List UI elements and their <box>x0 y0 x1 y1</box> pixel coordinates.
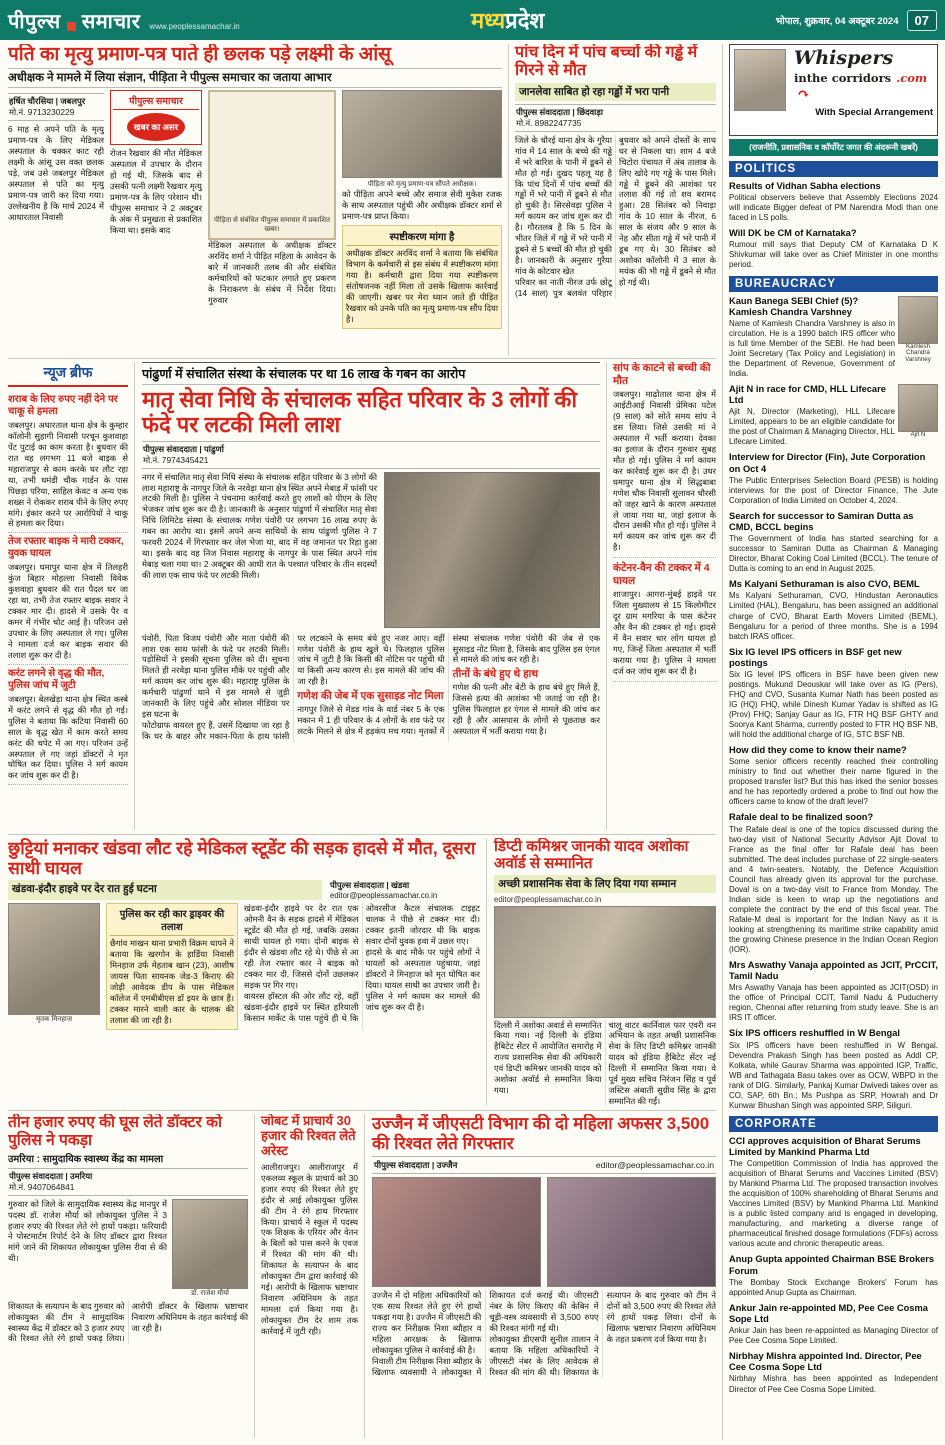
item-title: Rafale deal to be finalized soon? <box>729 812 874 823</box>
column-3 <box>208 90 336 318</box>
kicker-line: पांढुर्णा में संचालित संस्था के संचालक पर था 16 लाख के गबन का आरोप <box>142 362 600 385</box>
headline: तीन हजार रुपए की घूस लेते डॉक्टर को पुलिस ने पकड़ा <box>8 1114 223 1149</box>
article-columns <box>494 1020 716 1107</box>
item-body: The Rafale deal is one of the topics discussed during the two-day visit of National Security Advisor Ajit Doval to France as the final offer for Rafale deal has been submitted. The deal includes purchase of 22 single-seaters and 4 twin-seaters. Notably, the Defence Acquisition Council has already given its approval for the purchase. Doval is on a two-day visit to France from Monday. The Indian side is keen to wrap up the negotiations and complete the contract by the end of this fiscal year. The Rafale-M deal is important for the Indian Navy as it is looking at strengthening its maritime strike capability amid the growing Chinese presence in the Indian Ocean Region (IOR). <box>729 824 938 954</box>
arrest-photos-row <box>372 1177 716 1287</box>
portrait-photo-block <box>898 384 938 439</box>
body-text: दिल्ली में अशोका अवार्ड से सम्मानित किया गया। नई दिल्ली के इंडिया हैबिटेट सेंटर में आयोजित समारोह में राज्य प्रशासनिक सेवा की अधिकारी एवं डिप्टी कमिश्नर जानकी यादव को अशोका अवॉर्ड से सम्मानित किया गया। <box>494 1019 602 1096</box>
masthead <box>0 0 945 40</box>
whispers-box <box>729 44 938 136</box>
article-content <box>8 903 480 1030</box>
article-matru-seva-nidhi <box>134 362 600 830</box>
body-text: जिले के चौरई थाना क्षेत्र के गुरैया गांव में 14 साल के बच्चे की गड्ढे में भरे बारिश के पानी में डूबने से मौत हो गई। दुखद पहलू यह है कि पांच दिनों में पांच बच्चों की गड्ढों में भरे पानी में डूबने से मौत हो चुकी है। सिरसेवड़ा पुलिस ने मर्ग कायम कर जांच शुरू कर दी है। गौरतलब है कि 5 दिन के भीतर जिले में गड्ढे में भरे पानी में डूबने से 5 बच्चों की मौत हो चुकी है। जानकारी के अनुसार गुरैया गांव के कोटवार खेत <box>515 134 612 277</box>
bureaucracy-item <box>729 960 938 1023</box>
box-title: पुलिस कर रही कार ड्राइवर की तलाश <box>110 907 234 936</box>
politics-item <box>729 181 938 223</box>
reporter-name: पीपुल्स संवाददाता | खंडवा <box>330 880 410 891</box>
body-text: गुरुवार को जिले के सामुदायिक स्वास्थ्य केंद्र मानपुर में पदस्थ डॉ. राजेश मौर्या को लोकायुक्त पुलिस ने 3 हजार रुपए की रिश्वत लेते रंगे हाथों पकड़ा। फरियादी ने पोस्टमार्टम रिपोर्ट देने के लिए डॉक्टर द्वारा रिश्वत मांगे जाने की शिकायत लोकायुक्त पुलिस रीवा से की थी। <box>8 1198 167 1264</box>
logo-text-first: पीपुल्स <box>8 10 61 33</box>
item-title: Six IPS officers reshuffled in W Bengal <box>729 1028 900 1039</box>
brief-title: तेज रफ्तार बाइक ने मारी टक्कर, युवक घायल <box>8 536 124 560</box>
bureaucracy-item <box>729 647 938 741</box>
columnist-photo <box>734 49 786 111</box>
page-number: 07 <box>907 10 937 31</box>
body-text: नगर में संचालित मातृ सेवा निधि संस्था के संचालक सहित परिवार के 3 लोगों की लाश महाराष्ट्र के नागपुर जिले के नरवेड़ा थाना क्षेत्र स्थित अपने मेबाड़ में फांसी पर लटकी मिली है। पुलिस ने पंचनामा कार्रवाई करते हुए लाशों को पीएम के लिए भेजकर जांच शुरू कर दी है। जानकारी के अनुसार पांढुर्णा में संचालित मातृ सेवा निधि लिमिटेड संस्था के संचालक गणेश पंवोरी पर लगभग 16 लाख रुपए के गबन का आरोप था। इसमें अपने अन्य साथियों के साथ पांढुर्णा पुलिस ने 7 फरवरी 2024 में गिरफ्तार कर जेल भेजा था, बाद में वह जमानत पर रिहा हुआ था। इसके बाद वह निज निवास महाराष्ट्र के नागपुर के पास स्थित अपने गांव मेबाड़ चला गया था। 2 अक्टूबर की आधी रात के पश्चात परिवार के तीन सदस्यों की लाश एक साथ फंदे पर लटकी मिली। <box>142 471 377 581</box>
logo-text-second: समाचार <box>81 10 141 33</box>
body-text: शाजापुर। आगरा-मुंबई हाइवे पर जिला मुख्यालय से 15 किलोमीटर दूर ग्राम मगरिया के पास कंटेनर और वैन की टक्कर हो गई। हादसे में वैन सवार चार लोग घायल हो गए, जिन्हें जिला अस्पताल में भर्ती कराया गया है। पुलिस ने मामला दर्ज कर जांच शुरू कर दी है। <box>613 589 716 676</box>
brief-item <box>8 533 128 664</box>
item-title: Ms Kalyani Sethuraman is also CVO, BEML <box>729 579 920 590</box>
article-jobat-principal-bribe <box>254 1114 358 1438</box>
article-columns <box>142 633 600 742</box>
subhead-row <box>8 880 480 900</box>
article-doctor-bribe <box>8 1114 248 1438</box>
brief-title: शराब के लिए रुपए नहीं देने पर चाकू से हमला <box>8 394 118 417</box>
article-columns <box>8 90 502 324</box>
bureaucracy-item <box>729 745 938 807</box>
victim-photo-block <box>8 903 100 1030</box>
lead-text <box>142 472 377 628</box>
subheadline-strip: खंडवा-इंदौर हाइवे पर देर रात हुई घटना <box>8 880 322 900</box>
photo-caption: Kamlesh Chandra Varshney <box>905 342 931 364</box>
section-header-corporate: CORPORATE <box>729 1116 938 1132</box>
headline: मातृ सेवा निधि के संचालक सहित परिवार के 3 लोगों की फंदे पर लटकी मिली लाश <box>142 387 578 438</box>
reporter-name: पीपुल्स संवाददाता | छिंदवाड़ा <box>516 106 604 117</box>
impact-badge: खबर का असर <box>127 113 185 141</box>
reporter-name: पीपुल्स संवाददाता | उज्जैन <box>374 1160 458 1171</box>
logo-mark-icon <box>67 22 76 31</box>
body-text: 6 माह से अपने पति के मृत्यु प्रमाण-पत्र के लिए मेडिकल अस्पताल के चक्कर काट रही लक्ष्मी के आंसू उस वक्त छलक पड़े, जब उसे जबलपुर मेडिकल अस्पताल से पति का मृत्यु प्रमाण-पत्र जारी कर दिया गया। उल्लेखनीय है कि मार्च 2024 में आधारताल निवासी <box>8 124 104 222</box>
section-divider <box>8 834 716 835</box>
reporter-name: पीपुल्स संवाददाता | पांढुर्णा <box>143 443 224 454</box>
masthead-right <box>776 10 937 31</box>
whispers-logo-com: .com <box>896 70 928 85</box>
item-title: Search for successor to Samiran Dutta as CMD, BCCL begins <box>729 510 914 532</box>
item-title: Six IG level IPS officers in BSF get new postings <box>729 646 902 668</box>
mini-news-column <box>606 362 716 830</box>
reporter-name: पीपुल्स संवाददाता | उमरिया <box>9 1170 93 1181</box>
body-text: आलीराजपुर। आलीराजपुर में एकलव्य स्कूल के प्राचार्य को 30 हजार रुपए की रिश्वत लेते हुए इंदौर से आई लोकायुक्त पुलिस की टीम ने रंगे हाथ गिरफ्तार किया। प्राचार्य ने स्कूल में पदस्थ एक शिक्षक के एरियर और वेतन के बिलों को पास करने के एवज में रिश्वत की मांग की थी। शिकायत के सत्यापन के बाद लोकायुक्त टीम द्वारा कार्रवाई की गई। आरोपी के खिलाफ भ्रष्टाचार निवारण अधिनियम के तहत मामला दर्ज किया गया है। लोकायुक्त टीम देर शाम तक कार्रवाई में जुटी रही। <box>261 1161 358 1336</box>
brief-body: जबलपुर। बेलखेड़ा थाना क्षेत्र स्थित कस्बे में करंट लगने से वृद्ध की मौत हो गई। पुलिस ने बताया कि कटिया निवासी 60 साल के वृद्ध खेत में काम करते समय करंट की चपेट में आ गए। परिजन उन्हें अस्पताल ले गए जहां डॉक्टरों ने मृत घोषित कर दिया। पुलिस ने मर्ग कायम कर जांच शुरू कर दी है। <box>8 693 128 781</box>
subheadline: उमरिया : सामुदायिक स्वास्थ्य केंद्र का मामला <box>8 1153 164 1165</box>
body-text: परिवार का नाती नीरज उर्फ छोटू (14 साल) पुत्र बलवंत परिहार बुधवार को अपने दोस्तों के साथ घर से निकला था। शाम 4 बजे चिटोरा पंचायत में अंब तालाब के लिए खोदे गए गड्ढे के पास मिले। गड्ढे में डूबने की आशंका पर तलाश की गई तो शव बरामद हुआ। 28 सितंबर को निवाड़ा गांव के 10 साल के नीरज, 6 साल के संजय और 9 साल के नेह और सीता गड्ढे में भरे पानी में डूब गए थे। 30 सितंबर को अशोका कॉलोनी में 3 साल के मयंक की भी गड्ढे में डूबने से मौत हो गई थी। <box>515 134 716 298</box>
reporter-phone: मो.नं. 8982247735 <box>516 117 582 128</box>
item-body: Political observers believe that Assembly Elections 2024 will indicate Bigger defeat of PM Narendra Modi than one faced in LS polls. <box>729 193 938 223</box>
headline: छुट्टियां मनाकर खंडवा लौट रहे मेडिकल स्टूडेंट की सड़क हादसे में मौत, दूसरा साथी घायल <box>8 838 476 879</box>
politics-item <box>729 228 938 270</box>
impact-logo-text: पीपुल्स समाचार <box>113 94 199 110</box>
bureaucracy-item <box>729 296 938 380</box>
kamlesh-varshney-photo <box>898 296 938 344</box>
byline <box>8 93 104 121</box>
body-text: गणेश की पत्नी और बेटी के हाथ बंधे हुए मिले हैं, जिससे हत्या की आशंका भी जताई जा रही है। पुलिस फिलहाल हर एंगल से मामले की जांच कर रही है और आसपास के लोगों से पूछताछ कर अस्पताल में भर्ती कराया गया है। <box>452 682 600 736</box>
item-body: Ms Kalyani Sethuraman, CVO, Hindustan Aeronautics Limited (HAL), Bengaluru, has been assigned an additional charge of CVO, Bharat Earth Movers Limited (BEML), Bengaluru for a period of three months. She is a 1994 batch IRAS officer. <box>729 591 938 641</box>
corporate-item <box>729 1136 938 1250</box>
box-body: छैगांव माखन थाना प्रभारी विक्रम थापने ने बताया कि खरगोन के हार्डिया निवासी मिनहाज उर्फ मेहताब खान (23), आशीष जायस पिता सायनक जेड-3 किराए की जोड़ी आवेदक डीप के पास मेडिकल कॉलेज में एमबीबीएस डॉ इयर के छात्र हैं। टक्कर मारने वाली कार के चालक की तलाश की जा रही है। <box>110 938 234 1025</box>
body-text: उज्जैन में दो महिला अधिकारियों को एक साथ रिश्वत लेते हुए रंगे हाथों पकड़ा गया है। उज्जैन में जीएसटी की राज्य कर निरीक्षक निशा ब्यौहार व महिला आरक्षक के खिलाफ लोकायुक्त पुलिस ने कार्रवाई की है। <box>372 1290 482 1355</box>
item-body: Six IPS officers have been reshuffled in W Bengal. Devendra Prakash Singh has been posted as Addl CP, Kolkata, while Gaurav Sharma was appointed IGP, Traffic, WB and Tathagata Basu takes over as OCW, WBPD in the rank of DIG. Similarly, Pankaj Kumar Dwivedi takes over as CO, SAP, 6th Bn.; Ms Pushpa as SRP, Howrah and Dr Kunwar Bhushan Singh was appointed SRP, Siliguri. <box>729 1040 938 1110</box>
paper-logo <box>8 7 240 34</box>
body-text: को पीड़िता अपने बच्चे और समाज सेवी मुकेश रजक के साथ अस्पताल पहुंची और अधीक्षक डॉक्टर शर्मा से प्रमाण-पत्र प्राप्त किया। <box>342 189 502 222</box>
body-text: चालू वाटर कार्निवाल फार एवरी वन अभियान के तहत अच्छी प्रशासनिक सेवा के लिए डिप्टी कमिश्नर जानकी यादव को इंडिया हैबिटेट सेंटर नई दिल्ली में सम्मानित किया गया। वे पूर्व मुख्य सचिव निरंजन सिंह व पूर्व जस्टिस अंबाती सुग्रीव सिंह के द्वारा सम्मानित की गईं। <box>608 1019 716 1106</box>
photo-caption: पीड़िता को मृत्यु प्रमाण-पत्र सौंपते अधीक्षक। <box>367 181 477 189</box>
column-1 <box>8 90 104 318</box>
subheadline-strip: अच्छी प्रशासनिक सेवा के लिए दिया गया सम्मान <box>494 875 716 893</box>
corporate-item <box>729 1303 938 1346</box>
body-text: शिकायत के सत्यापन के बाद गुरुवार को लोकायुक्त की टीम ने सामुदायिक स्वास्थ्य केंद्र में डॉक्टर को 3 हजार रुपए की रिश्वत लेते रंगे हाथों पकड़ लिया। आरोपी डॉक्टर के खिलाफ भ्रष्टाचार निवारण अधिनियम के तहत कार्रवाई की जा रही है। <box>8 1300 248 1344</box>
photo-caption: डॉ. राजेश मौर्या <box>191 1289 229 1297</box>
body-text: वायरस हॉस्टल की ओर लौट रहे, वहीं खंडवा-इंदौर हाइवे पर स्थित हरियाली किसान मार्केट के पास पहुंचे ही थे कि ओवरसीज कैटल संचालक टाइहट चालक ने पीछे से टक्कर मार दी। टक्कर इतनी जोरदार थी कि बाइक सवार दोनों युवक हवा में उछल गए। <box>244 903 480 1023</box>
body-text: पंवोरी, पिता विजय पंवोरी और माता पंवोरी की लाश एक साथ फांसी के फंदे पर लटकी मिली। पड़ोसियों ने इसकी सूचना पुलिस को दी। सूचना मिलते ही नरवेड़ा थाना पुलिस मौके पर पहुंची और मर्ग कायम कर जांच शुरू की। महाराष्ट्र पुलिस के कर्मचारी पांढुर्णा थाने में इस मामले से जुड़ी जानकारी के लिए पहुंचे और सोशल मीडिया पर इस घटना के <box>142 632 290 720</box>
news-brief-header: न्यूज ब्रीफ <box>8 362 128 387</box>
item-title: How did they come to know their name? <box>729 745 907 756</box>
news-impact-box <box>110 90 202 145</box>
headline: कंटेनर-वैन की टक्कर में 4 घायल <box>613 562 710 587</box>
headline: जोबट में प्राचार्य 30 हजार की रिश्वत लेते अरेस्ट <box>261 1114 356 1158</box>
subheadline-strip: जानलेवा साबित हो रहा गड्ढों में भरा पानी <box>515 83 716 101</box>
edition-title-part1: मध्य <box>470 8 506 33</box>
item-body: Ajit N, Director (Marketing), HLL Lifecare Limited, appears to be an eligible candidate for the post of Chairman & Managing Director, HLL Lifecare Limited. <box>729 407 895 447</box>
article-snake-bite <box>613 362 716 558</box>
edition-title <box>471 5 544 35</box>
photo-caption: Ajit N <box>910 431 926 438</box>
crime-scene-photo <box>384 472 600 628</box>
body-text: खंडवा-इंदौर हाइवे पर देर रात एक ओमनी वैन के सड़क हादसे में मेडिकल स्टूडेंट की मौत हो गई, जबकि उसका साथी घायल हो गया। दोनों बाइक से इंदौर से खंडवा लौट रहे थे। पीछे से आ रही तेज रफ्तार कार ने बाइक को टक्कर मार दी, जिससे दोनों उछलकर सड़क पर गिर गए। <box>244 903 359 990</box>
column-2 <box>110 90 202 318</box>
reporter-phone: मो.नं. 7974345421 <box>143 454 209 465</box>
item-body: Six IG level IPS officers in BSF have been given new postings. Mukund Deouskar will take over as IG (Pers), FHQ and CVO, Susanta Kumar Nath has been posted as IG (HQ) FHQ, while Dinesh Kumar Yadav is shifted as IG (Prov) FHQ; Sanjay Gaur as IG, FTR HQ BSF GHTY and Soorya Kant Sharma, currently posted to FTR HQ BSF NB, will hold the additional charge of IG, STC BSF NB. <box>729 669 938 740</box>
article-children-pit-deaths <box>508 44 716 356</box>
crosshead-suicide-note: गणेश की जेब में एक सुसाइड नोट मिला <box>297 690 444 703</box>
headline: उज्जैन में जीएसटी विभाग की दो महिला अफसर 3,500 की रिश्वत लेते गिरफ्तार <box>372 1114 710 1153</box>
article-medical-student-accident <box>8 838 480 1106</box>
lead-text <box>8 1199 167 1298</box>
article-lakshmi-certificate <box>8 44 502 356</box>
item-body: Mrs Aswathy Vanaja has been appointed as JCIT(OSD) in the office of Principal CCIT, Tamil Nadu & Puducherry region, Chennai after returning from study leave. She is an IRS IT officer. <box>729 983 938 1023</box>
brief-item <box>8 665 128 786</box>
crosshead-tied-hands: तीनों के बंधे हुए थे हाथ <box>452 668 539 681</box>
reporter-phone: मो.नं. 9713230229 <box>9 107 75 118</box>
box-body: अधीक्षक डॉक्टर अरविंद शर्मा ने बताया कि संबंधित विभाग के कर्मचारी से इस संबंध में स्पष्टीकरण मांगा गया है। कर्मचारी द्वारा दिया गया स्पष्टीकरण संतोषजनक नहीं मिला तो उसके खिलाफ कार्रवाई की जाएगी। खबर पर मेरा ध्यान जाते ही पीड़ित रैखवार को उनके पति का मृत्यु प्रमाण-पत्र सौंप दिया है। <box>346 248 498 324</box>
portrait-photo-block <box>898 296 938 364</box>
byline <box>515 104 716 132</box>
headline: पांच दिन में पांच बच्चों की गड्ढे में गिरने से मौत <box>515 44 698 80</box>
article-columns <box>8 1301 248 1345</box>
award-ceremony-photo <box>494 906 716 1018</box>
item-title: Kaun Banega SEBI Chief (5)? Kamlesh Chandra Varshney <box>729 295 859 317</box>
arrest-photo-2 <box>547 1177 716 1287</box>
item-body: The Competition Commission of India has approved the acquisition of Bharat Serums and Vaccines Limited (BSV) by Mankind Pharma Ltd. The proposed transaction involves the acquisition of 100% shareholding of Bharat Serums and Vaccines Limited (BSV) by Mankind Pharma Ltd. Mankind is a public listed company and is engaged in developing, manufacturing, and marketing a diverse range of pharmaceutical finished dosage formulations (FDFs) across various acute and chronic therapeutic areas. <box>729 1159 938 1249</box>
corporate-item <box>729 1254 938 1297</box>
bureaucracy-item <box>729 384 938 447</box>
brief-item <box>8 391 128 533</box>
whispers-logo-line1: Whispers <box>794 47 894 69</box>
body-text: नागपुर जिले से मेडड गांव के वार्ड नंबर 5 के एक मकान में 1 ही परिवार के 4 लोगों के शव फंदे पर लटके मिलने से क्षेत्र में हड़कंप मच गया। मृतकों में संस्था संचालक गणेश पंवोरी की जेब से एक सुसाइड नोट मिला है, जिसके बाद पुलिस इस एंगल से मामले की जांच कर रही है। <box>297 632 600 736</box>
whispers-logo-line2: inthe corridors <box>794 70 892 85</box>
headline: डिप्टी कमिश्नर जानकी यादव अशोका अवॉर्ड से सम्मानित <box>494 838 689 873</box>
bureaucracy-item <box>729 579 938 641</box>
police-search-box <box>106 903 238 1030</box>
item-body: Some senior officers recently reached their controlling ministry to find out whether their name figured in the proposed transfer list? But this has irked the senior bosses and he has reportedly ordered a probe to find out how the officers came to know of the draft level? <box>729 757 938 807</box>
reporter-phone: मो.नं. 9407064841 <box>9 1181 75 1192</box>
section-divider <box>8 1110 716 1111</box>
article-content <box>8 1199 248 1298</box>
clipping-caption: पीड़िता से संबंधित पीपुल्स समाचार में प्रकाशित खबर। <box>214 217 330 233</box>
article-columns <box>244 903 480 1030</box>
edition-title-part2: प्रदेश <box>505 8 545 33</box>
body-text: निवाली टीम निरीक्षक निशा ब्यौहार के खिलाफ व्यवसायी ने लोकायुक्त में शिकायत दर्ज कराई थी। जीएसटी नंबर के लिए किराए की केबिन में चूड़ी-वस्त्र व्यवसायी से 3,500 रुपए की रिश्वत मांगी गई थी। <box>372 1290 599 1377</box>
body-text: हादसे के बाद मौके पर पहुंचे लोगों ने घायलों को अस्पताल पहुंचाया, जहां डॉक्टरों ने मिनहाज को मृत घोषित कर दिया। घायल साथी का उपचार जारी है। पुलिस ने मर्ग कायम कर मामले की जांच शुरू कर दी है। <box>365 947 480 1012</box>
item-body: Name of Kamlesh Chandra Varshney is also in circulation. He is a 1990 batch IRS officer who is full time Member of the SEBI. He had been Joint Secretary (Tax Policy and Legislation) in the Department of Revenue, Government of India. <box>729 318 895 378</box>
ajit-n-photo <box>898 384 938 432</box>
bureaucracy-item <box>729 452 938 505</box>
reporter-email: editor@peoplessamachar.co.in <box>595 1160 714 1171</box>
reporter-email: editor@peoplessamachar.co.in <box>494 894 602 904</box>
item-body: The Bombay Stock Exchange Brokers' Forum has appointed Anup Gupta as Chairman. <box>729 1277 938 1297</box>
item-body: Ankur Jain has been re-appointed as Managing Director of Pee Cee Cosma Sope Limited. <box>729 1326 938 1346</box>
body-text: फोटोग्राफ वायरल हुए हैं, उसमें दिखाया जा रहा है कि घर के बाहर और मकान-पिता के हाथ फांसी पर लटकाने के समय बंधे हुए नजर आए। वहीं गणेश पंवोरी के हाथ खुले थे। फिलहाल पुलिस जांच में जुटी है कि किसी की नोटिस पर पहुंची थी या किसी अन्य कारण से। इस मामले की जांच की जा रही है। <box>142 632 445 742</box>
news-clipping-photo <box>208 90 336 240</box>
item-title: Nirbhay Mishra appointed Ind. Director, Pee Cee Cosma Sope Ltd <box>729 1351 922 1373</box>
body-text: मेडिकल अस्पताल के अधीक्षक डॉक्टर अरविंद शर्मा ने पीड़ित महिला के आवेदन के बारे में जानकारी तलब की और संबंधित कर्मचारियों को फटकार लगाते हुए प्रकरण के निराकरण के संबंध में निर्देश दिया। गुरुवार <box>208 240 336 305</box>
bureaucracy-item <box>729 511 938 574</box>
section-header-bureaucracy: BUREAUCRACY <box>729 276 938 292</box>
item-title: Mrs Aswathy Vanaja appointed as JCIT, PrCCIT, Tamil Nadu <box>729 960 938 982</box>
accused-doctor-photo <box>172 1199 248 1289</box>
arrest-photo-1 <box>372 1177 541 1287</box>
body-text: रोजन रैखवार की मौत मेडिकल अस्पताल में उपचार के दौरान हो गई थी, जिसके बाद से उसकी पत्नी लक्ष्मी रैखवार मृत्यु प्रमाण-पत्र के लिए परेशान थी। पीपुल्स समाचार ने 2 अक्टूबर के अंक में प्रमुखता से प्रकाशित किया था। इसके बाद <box>110 148 202 235</box>
section-divider <box>8 358 716 359</box>
clarification-box <box>342 225 502 329</box>
whispers-tagline: (राजनीति, प्रशासनिक व कॉर्पोरेट जगत की अंदरूनी खबरें) <box>729 139 938 156</box>
article-columns <box>515 135 716 299</box>
bureaucracy-item <box>729 812 938 955</box>
section-header-politics: POLITICS <box>729 161 938 177</box>
byline <box>330 880 480 900</box>
article-deputy-commissioner-award <box>486 838 716 1106</box>
victim-photo <box>8 903 100 1015</box>
item-title: Interview for Director (Fin), Jute Corporation on Oct 4 <box>729 452 926 474</box>
dateline: भोपाल, शुक्रवार, 04 अक्टूबर 2024 <box>775 15 899 27</box>
whispers-logo <box>794 49 933 103</box>
item-title: Ajit N in race for CMD, HLL Lifecare Ltd <box>729 384 886 406</box>
byline <box>8 1168 248 1196</box>
item-title: CCI approves acquisition of Bharat Serums Limited by Mankind Pharma Ltd <box>729 1135 921 1157</box>
box-title: स्पष्टीकरण मांगा है <box>346 229 498 246</box>
brief-body: जबलपुर। घमापुर थाना क्षेत्र में तिलहरी कुंज बिहार मोहल्ला निवासी विवेक कुशवाहा बुधवार की रात पैदल घर जा रहा था, तभी तेज रफ्तार बाइक सवार ने टक्कर मार दी। हादसे में उसके पैर व कमर में गंभीर चोट आई है। परिजन उसे उपचार के लिए अस्पताल ले गए। पुलिस ने मामला दर्ज कर बाइक सवार की तलाश शुरू कर दी है। <box>8 562 128 660</box>
corporate-item <box>729 1351 938 1394</box>
special-arrangement-label: With Special Arrangement <box>815 106 933 118</box>
whispers-column <box>722 44 938 1440</box>
item-body: Nirbhay Mishra has been appointed as Independent Director of Pee Cee Cosma Sope Limited. <box>729 1374 938 1394</box>
article-container-van <box>613 562 716 682</box>
reporter-name: हर्षित चौरसिया | जबलपुर <box>9 96 86 107</box>
media-row <box>142 472 600 628</box>
red-arrow-icon: ↷ <box>797 84 810 103</box>
accused-photo-block <box>172 1199 248 1298</box>
item-title: Ankur Jain re-appointed MD, Pee Cee Cosma Sope Ltd <box>729 1302 928 1324</box>
brief-body: जबलपुर। अधारताल थाना क्षेत्र के कुम्हार कॉलोनी सुहागी निवासी परचून कुशवाहा पेंट पुटाई का काम करता है। बुधवार की रात वह लगभग 11 बजे बाइक से महाराजपुर से काम करके घर लौट रहा था, तभी घमंडी चौक गार्डन के पास पिछड़ा परिया, साहिल केवट व अन्य एक शख्स ने रोककर शराब पीने के लिए रुपए मांगे। इंकार करने पर आरोपियों ने चाकू से हमला कर दिया। <box>8 420 128 529</box>
item-title: Anup Gupta appointed Chairman BSE Brokers Forum <box>729 1254 935 1276</box>
news-brief-column <box>8 362 128 830</box>
headline: पति का मृत्यु प्रमाण-पत्र पाते ही छलक पड़े लक्ष्मी के आंसू <box>8 44 391 65</box>
item-body: The Government of India has started searching for a successor to Samiran Dutta as Chairman & Managing Director, Bharat Coking Coal Limited (BCCL). The tenure of Dutta is coming to an end in August 2025. <box>729 534 938 574</box>
body-text: जबलपुर। माढ़ोताल थाना क्षेत्र में आईटीआई निवासी प्रेमिका पटेल (9 साल) को सोते समय सांप ने डस लिया। जिसे उसकी मां ने अस्पताल में भर्ती कराया। देवका का इलाज के दौरान गुरुवार सुबह मौत हो गई। पुलिस ने मर्ग कायम कर कार्रवाई शुरू कर दी है। उधर घमापुर थाना क्षेत्र में सिद्धबाबा गणेश चौक निवासी सुलावन चौरसी को जहर खाने के कारण अस्पताल ले जाया गया था, जहां इलाज के दौरान उसकी मौत हो गई। पुलिस ने मर्ग कायम कर जांच शुरू कर दी है। <box>613 389 716 553</box>
column-4 <box>342 90 502 324</box>
bureaucracy-item <box>729 1028 938 1110</box>
item-title: Results of Vidhan Sabha elections <box>729 181 881 191</box>
subheadline: अधीक्षक ने मामले में लिया संज्ञान, पीड़िता ने पीपुल्स समाचार का जताया आभार <box>8 68 502 88</box>
reporter-email: editor@peoplessamachar.co.in <box>330 891 438 901</box>
item-body: The Public Enterprises Selection Board (PESB) is holding interviews for the post of Director Finance, The Jute Corporation of India Limited on October 4, 2024. <box>729 475 938 505</box>
headline: सांप के काटने से बच्ची की मौत <box>613 362 711 387</box>
byline <box>142 441 600 469</box>
website-url: www.peoplessamachar.in <box>149 21 240 31</box>
article-columns <box>372 1290 716 1378</box>
brief-title: करंट लगने से वृद्ध की मौत, पुलिस जांच में जुटी <box>8 667 105 691</box>
item-title: Will DK be CM of Karnataka? <box>729 228 857 239</box>
photo-caption: मृतक मिनहाज <box>35 1016 73 1024</box>
certificate-handover-photo <box>342 90 502 178</box>
item-body: Rumour mill says that Deputy CM of Karnataka D K Shivkumar will take over as Chief Minister in one months period. <box>729 240 938 270</box>
article-ujjain-gst-bribe <box>364 1114 716 1438</box>
byline <box>372 1156 716 1174</box>
body-text: लोकायुक्त डीएसपी सुनील तालान ने बताया कि महिला अधिकारियों ने जीएसटी नंबर के लिए आवेदक से रिश्वत की मांग की थी। शिकायत के सत्यापन के बाद गुरुवार को टीम ने दोनों को 3,500 रुपए की रिश्वत लेते रंगे हाथों पकड़ लिया। दोनों के खिलाफ भ्रष्टाचार निवारण अधिनियम के तहत प्रकरण दर्ज किया गया है। <box>489 1290 716 1377</box>
